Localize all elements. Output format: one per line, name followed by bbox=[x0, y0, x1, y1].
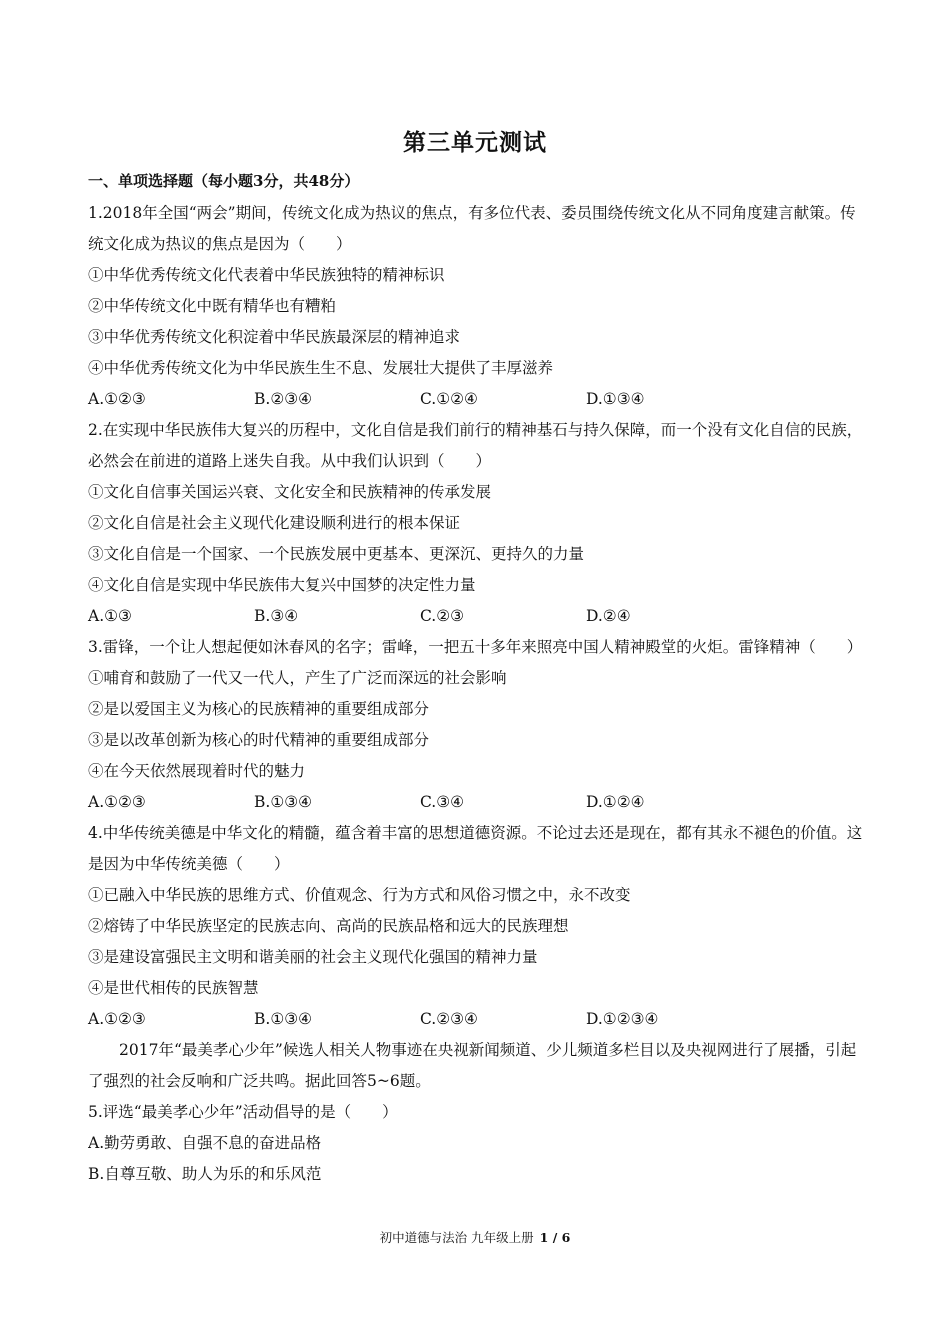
question-stem: 3.雷锋，一个让人想起便如沐春风的名字；雷峰，一把五十多年来照亮中国人精神殿堂的火炬。雷锋精神（ ） bbox=[88, 638, 863, 656]
option-b: B.自尊互敬、助人为乐的和乐风范 bbox=[88, 1165, 322, 1183]
statement: ④在今天依然展现着时代的魅力 bbox=[88, 762, 306, 780]
option-a: A.①②③ bbox=[88, 793, 146, 811]
option-d: D.①②④ bbox=[586, 793, 645, 811]
option-a: A.勤劳勇敢、自强不息的奋进品格 bbox=[88, 1134, 322, 1152]
question-stem: 1.2018年全国“两会”期间，传统文化成为热议的焦点，有多位代表、委员围绕传统文化从不同角度建言献策。传统文化成为热议的焦点是因为（ ） bbox=[88, 204, 856, 253]
question-content bbox=[88, 198, 866, 1190]
statement: ①中华优秀传统文化代表着中华民族独特的精神标识 bbox=[88, 266, 445, 284]
option-b: B.③④ bbox=[254, 607, 299, 625]
option-b: B.①③④ bbox=[254, 793, 313, 811]
answer-options bbox=[88, 384, 866, 415]
footer-text: 初中道德与法治 九年级上册 bbox=[379, 1230, 534, 1245]
statement: ①已融入中华民族的思维方式、价值观念、行为方式和风俗习惯之中，永不改变 bbox=[88, 886, 631, 904]
option-c: C.②③④ bbox=[420, 1010, 478, 1028]
option-b: B.②③④ bbox=[254, 390, 313, 408]
option-a: A.①②③ bbox=[88, 1010, 146, 1028]
option-a: A.①③ bbox=[88, 607, 132, 625]
statement: ②熔铸了中华民族坚定的民族志向、高尚的民族品格和远大的民族理想 bbox=[88, 917, 569, 935]
statement: ③是以改革创新为核心的时代精神的重要组成部分 bbox=[88, 731, 430, 749]
statement: ④文化自信是实现中华民族伟大复兴中国梦的决定性力量 bbox=[88, 576, 476, 594]
statement: ②中华传统文化中既有精华也有糟粕 bbox=[88, 297, 337, 315]
question-stem: 2.在实现中华民族伟大复兴的历程中，文化自信是我们前行的精神基石与持久保障，而一个没有文化自信的民族，必然会在前进的道路上迷失自我。从中我们认识到（ ） bbox=[88, 421, 863, 470]
answer-options bbox=[88, 601, 866, 632]
page-number: 1 / 6 bbox=[539, 1230, 571, 1245]
question-stem: 4.中华传统美德是中华文化的精髓，蕴含着丰富的思想道德资源。不论过去还是现在，都有其永不褪色的价值。这是因为中华传统美德（ ） bbox=[88, 824, 863, 873]
page-footer bbox=[0, 1228, 950, 1246]
statement: ①文化自信事关国运兴衰、文化安全和民族精神的传承发展 bbox=[88, 483, 492, 501]
statement: ②文化自信是社会主义现代化建设顺利进行的根本保证 bbox=[88, 514, 461, 532]
statement: ④中华优秀传统文化为中华民族生生不息、发展壮大提供了丰厚滋养 bbox=[88, 359, 554, 377]
option-c: C.③④ bbox=[420, 793, 465, 811]
statement: ②是以爱国主义为核心的民族精神的重要组成部分 bbox=[88, 700, 430, 718]
answer-options bbox=[88, 787, 866, 818]
option-d: D.①②③④ bbox=[586, 1010, 659, 1028]
page-title: 第三单元测试 bbox=[403, 129, 547, 156]
section-heading: 一、单项选择题（每小题3分，共48分） bbox=[88, 172, 360, 190]
statement: ③是建设富强民主文明和谐美丽的社会主义现代化强国的精神力量 bbox=[88, 948, 538, 966]
statement: ③文化自信是一个国家、一个民族发展中更基本、更深沉、更持久的力量 bbox=[88, 545, 585, 563]
option-c: C.①②④ bbox=[420, 390, 478, 408]
option-c: C.②③ bbox=[420, 607, 465, 625]
statement: ③中华优秀传统文化积淀着中华民族最深层的精神追求 bbox=[88, 328, 461, 346]
statement: ①哺育和鼓励了一代又一代人，产生了广泛而深远的社会影响 bbox=[88, 669, 507, 687]
question-stem: 5.评选“最美孝心少年”活动倡导的是（ ） bbox=[88, 1103, 398, 1121]
option-b: B.①③④ bbox=[254, 1010, 313, 1028]
material-paragraph: 2017年“最美孝心少年”候选人相关人物事迹在央视新闻频道、少儿频道多栏目以及央视网进行了展播，引起了强烈的社会反响和广泛共鸣。据此回答5~6题。 bbox=[88, 1041, 857, 1090]
statement: ④是世代相传的民族智慧 bbox=[88, 979, 259, 997]
option-d: D.①③④ bbox=[586, 390, 645, 408]
option-d: D.②④ bbox=[586, 607, 631, 625]
option-a: A.①②③ bbox=[88, 390, 146, 408]
answer-options bbox=[88, 1004, 866, 1035]
